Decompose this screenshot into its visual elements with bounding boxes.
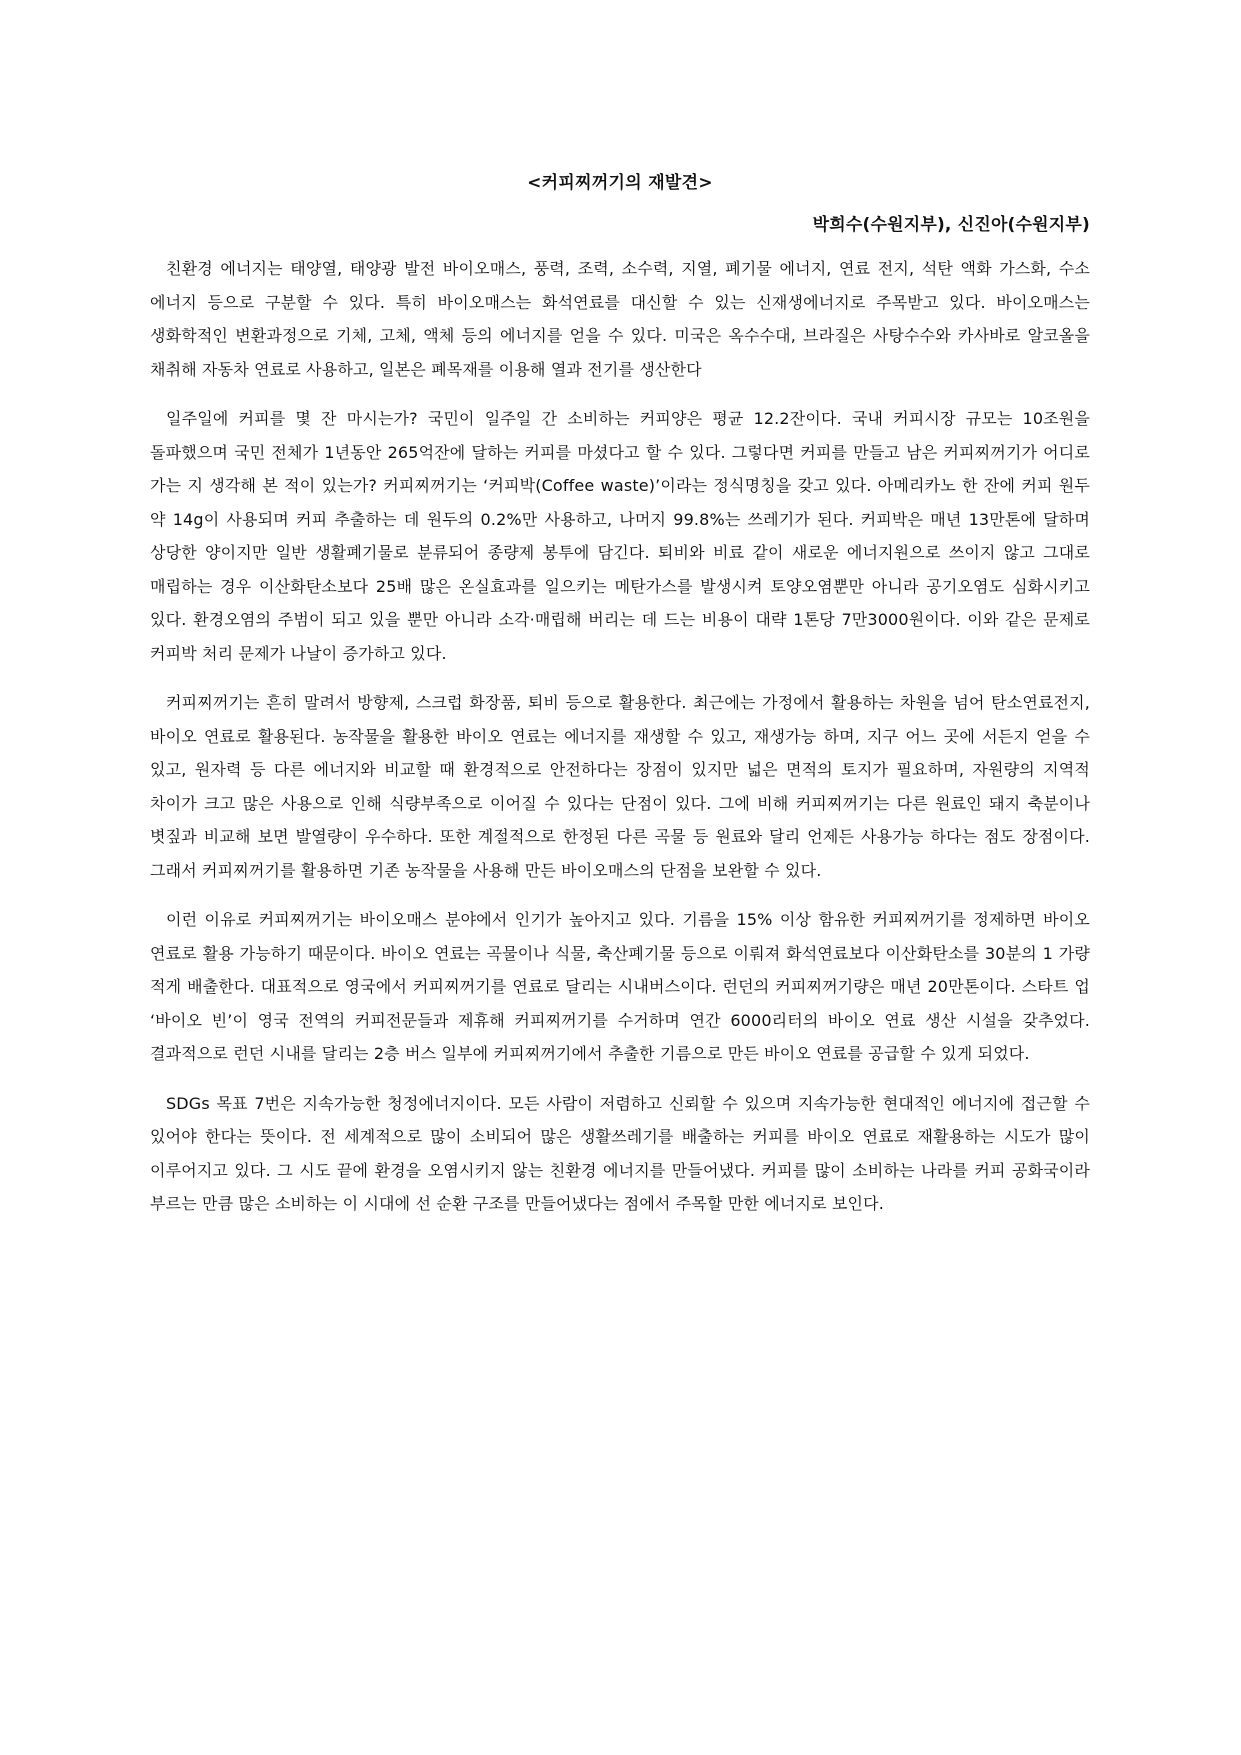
paragraph-1: 친환경 에너지는 태양열, 태양광 발전 바이오매스, 풍력, 조력, 소수력, 지열, 폐기물 에너지, 연료 전지, 석탄 액화 가스화, 수소 에너지 등으로 구분할 수 있다. 특히 바이오매스는 화석연료를 대신할 수 있는 신재생에너지로 주목받고 있다. 바이오매스는 생화학적인 변환과정으로 기체, 고체, 액체 등의 에너지를 얻을 수 있다. 미국은 옥수수대, 브라질은 사탕수수와 카사바로 알코올을 채취해 자동차 연료로 사용하고, 일본은 폐목재를 이용해 열과 전기를 생산한다 bbox=[150, 259, 1090, 379]
paragraph-5: SDGs 목표 7번은 지속가능한 청정에너지이다. 모든 사람이 저렴하고 신뢰할 수 있으며 지속가능한 현대적인 에너지에 접근할 수 있어야 한다는 뜻이다. 전 세계적으로 많이 소비되어 많은 생활쓰레기를 배출하는 커피를 바이오 연료로 재활용하는 시도가 많이 이루어지고 있다. 그 시도 끝에 환경을 오염시키지 않는 친환경 에너지를 만들어냈다. 커피를 많이 소비하는 나라를 커피 공화국이라 부르는 만큼 많은 소비하는 이 시대에 선 순환 구조를 만들어냈다는 점에서 주목할 만한 에너지로 보인다. bbox=[150, 1093, 1090, 1213]
document-authors: 박희수(수원지부), 신진아(수원지부) bbox=[812, 215, 1090, 235]
paragraph-4: 이런 이유로 커피찌꺼기는 바이오매스 분야에서 인기가 높아지고 있다. 기름을 15% 이상 함유한 커피찌꺼기를 정제하면 바이오 연료로 활용 가능하기 때문이다. 바이오 연료는 곡물이나 식물, 축산폐기물 등으로 이뤄져 화석연료보다 이산화탄소를 30분의 1 가량 적게 배출한다. 대표적으로 영국에서 커피찌꺼기를 연료로 달리는 시내버스이다. 런던의 커피찌꺼기량은 매년 20만톤이다. 스타트 업 ‘바이오 빈’이 영국 전역의 커피전문들과 제휴해 커피찌꺼기를 수거하며 연간 6000리터의 바이오 연료 생산 시설을 갖추었다. 결과적으로 런던 시내를 달리는 2층 버스 일부에 커피찌꺼기에서 추출한 기름으로 만든 바이오 연료를 공급할 수 있게 되었다. bbox=[150, 910, 1090, 1063]
paragraph-2: 일주일에 커피를 몇 잔 마시는가? 국민이 일주일 간 소비하는 커피양은 평균 12.2잔이다. 국내 커피시장 규모는 10조원을 돌파했으며 국민 전체가 1년동안 265억잔에 달하는 커피를 마셨다고 할 수 있다. 그렇다면 커피를 만들고 남은 커피찌꺼기가 어디로 가는 지 생각해 본 적이 있는가? 커피찌꺼기는 ‘커피박(Coffee waste)’이라는 정식명칭을 갖고 있다. 아메리카노 한 잔에 커피 원두 약 14g이 사용되며 커피 추출하는 데 원두의 0.2%만 사용하고, 나머지 99.8%는 쓰레기가 된다. 커피박은 매년 13만톤에 달하며 상당한 양이지만 일반 생활폐기물로 분류되어 종량제 봉투에 담긴다. 퇴비와 비료 같이 새로운 에너지원으로 쓰이지 않고 그대로 매립하는 경우 이산화탄소보다 25배 많은 온실효과를 일으키는 메탄가스를 발생시켜 토양오염뿐만 아니라 공기오염도 심화시키고 있다. 환경오염의 주범이 되고 있을 뿐만 아니라 소각·매립해 버리는 데 드는 비용이 대략 1톤당 7만3000원이다. 이와 같은 문제로 커피박 처리 문제가 나날이 증가하고 있다. bbox=[150, 409, 1090, 663]
paragraph-3: 커피찌꺼기는 흔히 말려서 방향제, 스크럽 화장품, 퇴비 등으로 활용한다. 최근에는 가정에서 활용하는 차원을 넘어 탄소연료전지, 바이오 연료로 활용된다. 농작물을 활용한 바이오 연료는 에너지를 재생할 수 있고, 재생가능 하며, 지구 어느 곳에 서든지 얻을 수 있고, 원자력 등 다른 에너지와 비교할 때 환경적으로 안전하다는 장점이 있지만 넓은 면적의 토지가 필요하며, 자원량의 지역적 차이가 크고 많은 사용으로 인해 식량부족으로 이어질 수 있다는 단점이 있다. 그에 비해 커피찌꺼기는 다른 원료인 돼지 축분이나 볏짚과 비교해 보면 발열량이 우수하다. 또한 계절적으로 한정된 다른 곡물 등 원료와 달리 언제든 사용가능 하다는 점도 장점이다. 그래서 커피찌꺼기를 활용하면 기존 농작물을 사용해 만든 바이오매스의 단점을 보완할 수 있다. bbox=[150, 693, 1090, 880]
document-title: <커피찌꺼기의 재발견> bbox=[527, 173, 713, 193]
document-page bbox=[150, 150, 1090, 1237]
